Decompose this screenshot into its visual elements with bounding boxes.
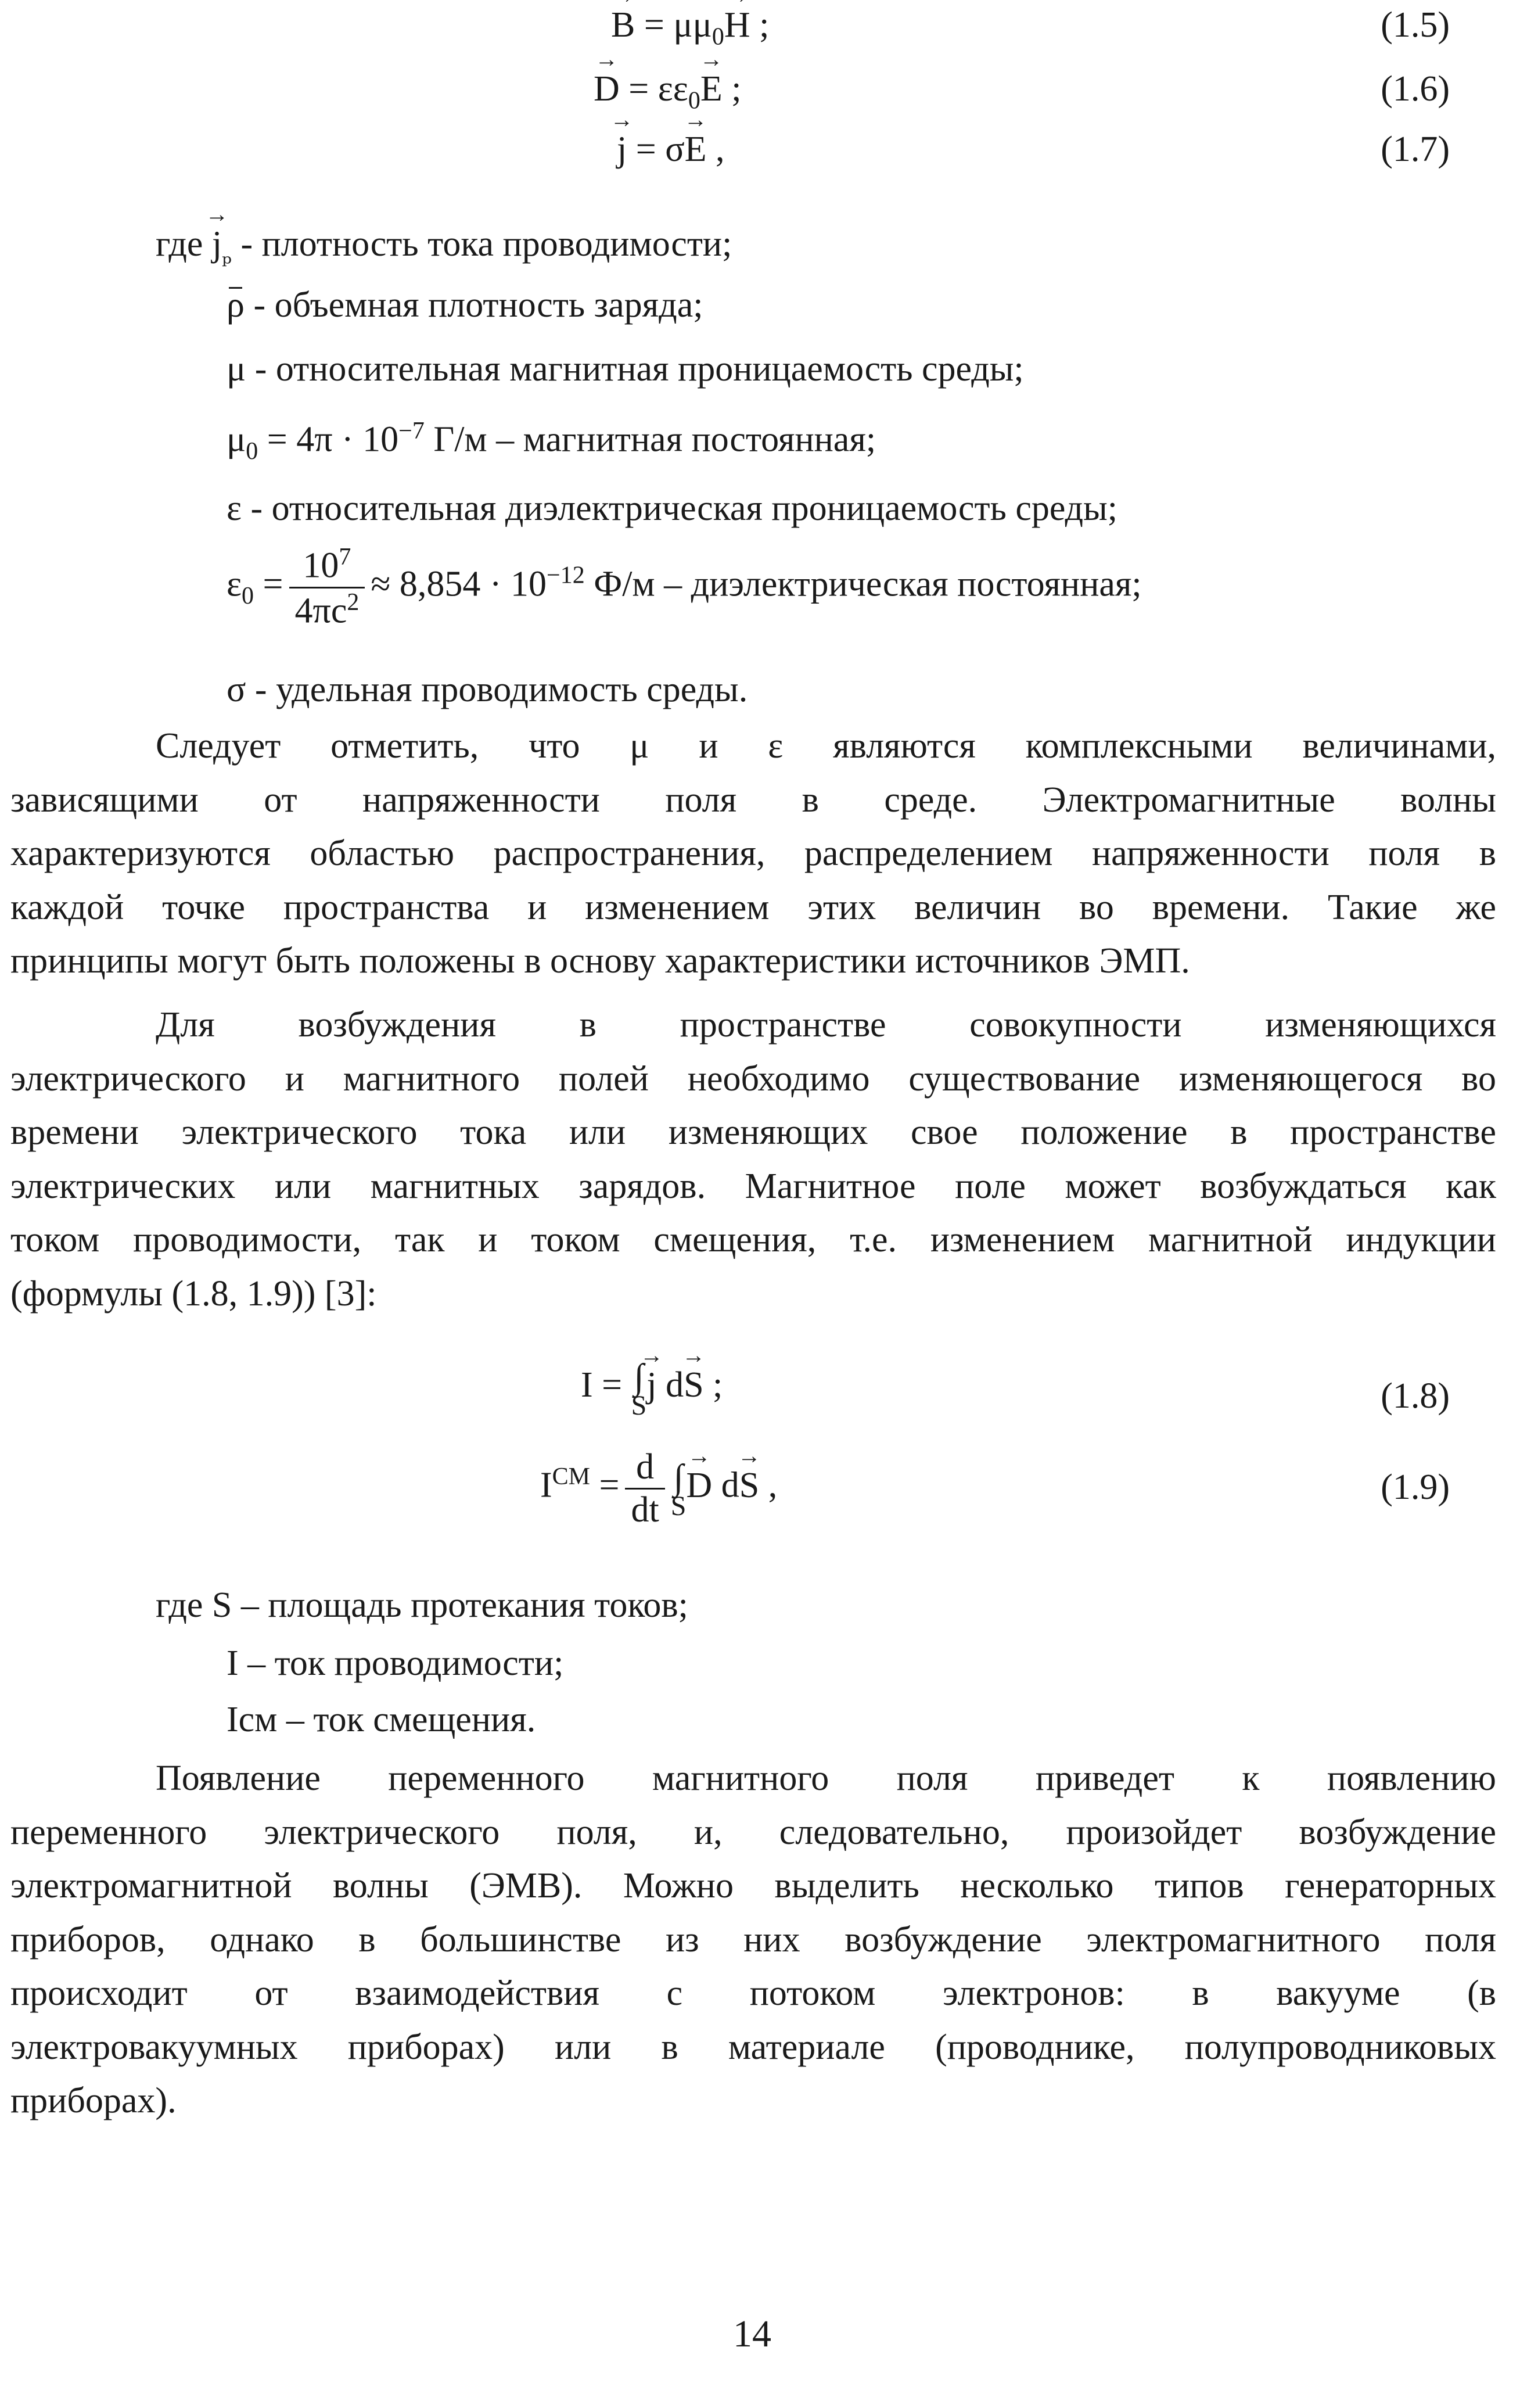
paragraph-2-line: (формулы (1.8, 1.9)) [3]: — [10, 1273, 377, 1314]
paragraph-3-line: переменного электрического поля, и, следовательно, произойдет возбуждение — [10, 1812, 1496, 1852]
definition-area: где S – площадь протекания токов; — [156, 1585, 688, 1625]
paragraph-1-line: каждой точке пространства и изменением этих величин во времени. Такие же — [10, 887, 1496, 927]
equation-number-1-5: (1.5) — [1381, 5, 1450, 45]
paragraph-3-line: электровакуумных приборах) или в материале (проводнике, полупроводниковых — [10, 2027, 1496, 2067]
equation-1-8: I = ∫ S → j d→ S ; — [581, 1359, 723, 1417]
definition-mu0: $\mu_0 = 4\pi \cdot 10^{-7}$ Г/м – магнитная постоянная; — [227, 418, 876, 465]
equation-number-1-8: (1.8) — [1381, 1376, 1450, 1416]
paragraph-1-line: характеризуются областью распространения, распределением напряженности поля в — [10, 834, 1496, 873]
equation-number-1-9: (1.9) — [1381, 1467, 1450, 1507]
definition-conduction-current: I – ток проводимости; — [227, 1643, 564, 1683]
equation-1-5: → $B = \mu\mu_0\to H$ ; — [611, 5, 769, 51]
paragraph-2-line: электрического и магнитного полей необходимо существование изменяющегося во — [10, 1058, 1496, 1099]
equation-1-7: → j = σ→ E , — [617, 129, 725, 170]
paragraph-2-line: Для возбуждения в пространстве совокупности изменяющихся — [156, 1005, 1496, 1045]
paragraph-1-line: Следует отметить, что μ и ε являются комплексными величинами, — [156, 726, 1496, 766]
definition-charge-density: ρ - объемная плотность заряда; — [227, 285, 703, 325]
paragraph-2-line: электрических или магнитных зарядов. Магнитное поле может возбуждаться как — [10, 1166, 1496, 1206]
definition-displacement-current: Iсм – ток смещения. — [227, 1700, 536, 1739]
paragraph-2 — [10, 998, 1496, 1320]
definition-mu: μ - относительная магнитная проницаемость среды; — [227, 349, 1024, 389]
paragraph-3-line: происходит от взаимодействия с потоком электронов: в вакууме (в — [10, 1973, 1496, 2013]
paragraph-2-line: времени электрического тока или изменяющих свое положение в пространстве — [10, 1113, 1496, 1152]
definition-sigma: σ - удельная проводимость среды. — [227, 670, 748, 709]
equation-number-1-7: (1.7) — [1381, 130, 1450, 169]
equation-1-9: $I^{СМ}$ = $\frac{d}{dt}$ ∫ S → D d→ S , — [540, 1447, 777, 1531]
paragraph-3 — [10, 1752, 1496, 2128]
paragraph-1-line: принципы могут быть положены в основу характеристики источников ЭМП. — [10, 941, 1190, 981]
paragraph-1 — [10, 719, 1496, 988]
paragraph-2-line: током проводимости, так и током смещения, т.е. изменением магнитной индукции — [10, 1220, 1496, 1259]
definition-current-density: где → $j_{_p}$ - плотность тока проводимости; — [156, 224, 732, 270]
equation-1-6: → $D = \varepsilon\varepsilon_0\to E$ ; — [594, 69, 741, 114]
definition-epsilon0: $\varepsilon_0$ = $\frac{10^7}{4\pi c^2}$ ≈ $8,854 \cdot 10^{-12}$ Ф/м – диэлектрическая постоянная; — [227, 544, 1142, 631]
paragraph-3-line: электромагнитной волны (ЭМВ). Можно выделить несколько типов генераторных — [10, 1866, 1496, 1905]
paragraph-3-line: приборах). — [10, 2081, 177, 2120]
definition-intro: где — [156, 224, 203, 264]
page-number: 14 — [733, 2313, 771, 2355]
paragraph-3-line: приборов, однако в большинстве из них возбуждение электромагнитного поля — [10, 1919, 1496, 1960]
paragraph-3-line: Появление переменного магнитного поля приведет к появлению — [156, 1759, 1496, 1798]
definition-epsilon: ε - относительная диэлектрическая проницаемость среды; — [227, 489, 1117, 528]
equation-number-1-6: (1.6) — [1381, 69, 1450, 109]
paragraph-1-line: зависящими от напряженности поля в среде. Электромагнитные волны — [10, 780, 1496, 820]
